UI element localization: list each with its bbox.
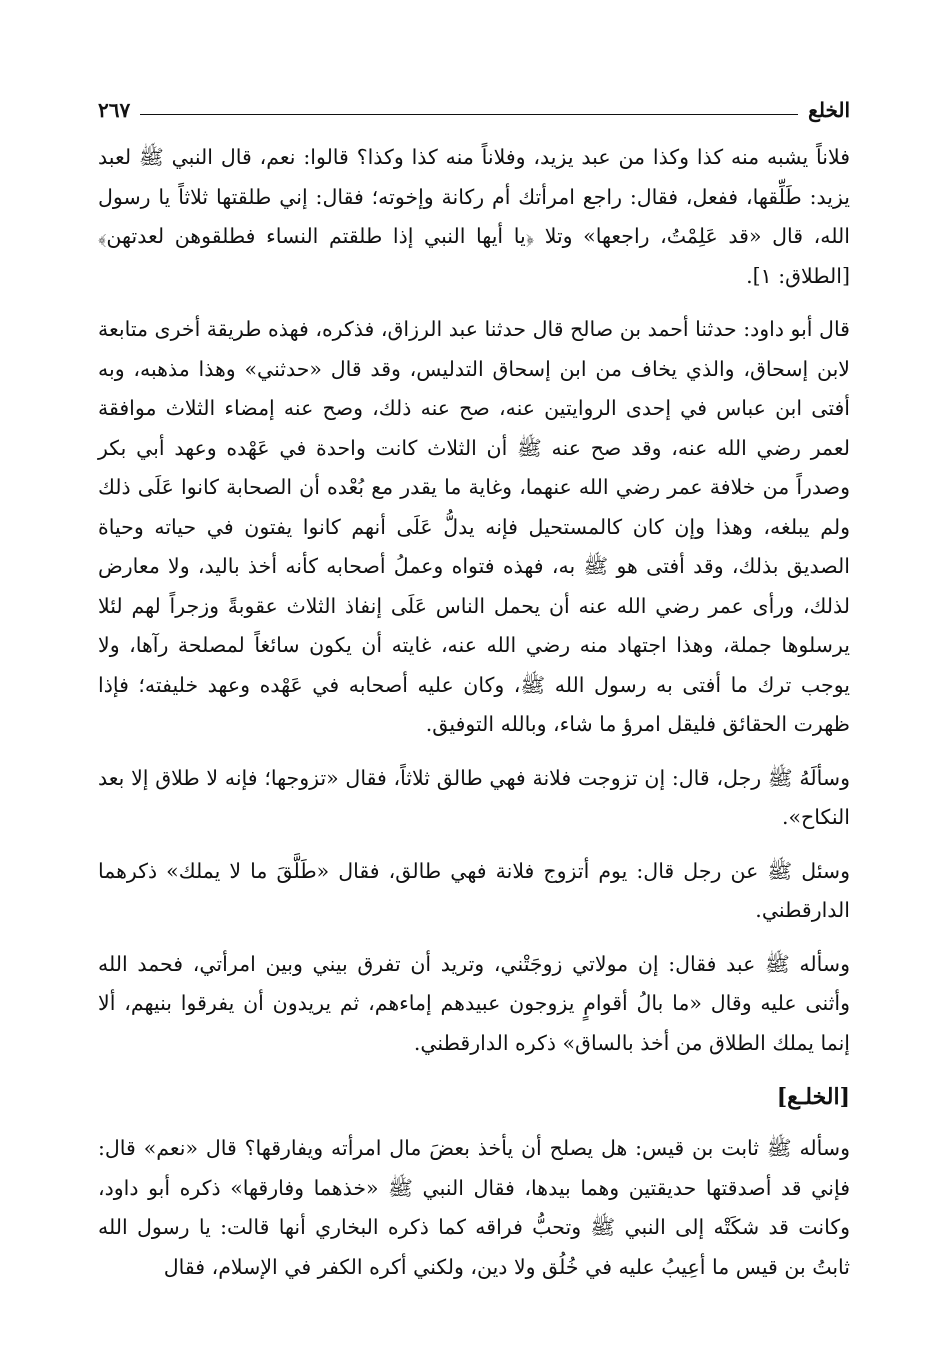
paragraph-5: وسأله ﷺ عبد فقال: إن مولاتي زوجَتْني، وتريد أن تفرق بيني وبين امرأتي، فحمد الله وأثنى عليه وقال «ما بالُ أقوامٍ يزوجون عبيدهم إماءهم، ثم يريدون أن يفرقوا بنيهم، ألا إنما يملك الطلاق من أخذ بالساق» ذكره الدارقطني. bbox=[98, 951, 850, 1055]
page-number: ٢٦٧ bbox=[98, 98, 131, 122]
paragraph-2: قال أبو داود: حدثنا أحمد بن صالح قال حدثنا عبد الرزاق، فذكره، فهذه طريقة أخرى متابعة لابن إسحاق، والذي يخاف من ابن إسحاق التدليس، وقد قال «حدثني» وهذا مذهبه، وبه أفتى ابن عباس في إحدى الروايتين عنه، صح عنه ذلك، وصح عنه إمضاء الثلاث موافقة لعمر رضي الله عنه، وقد صح عنه ﷺ أن الثلاث كانت واحدة في عَهْده وعهد أبي بكر وصدراً من خلافة عمر رضي الله عنهما، وغاية ما يقدر مع بُعْده أن الصحابة كانوا عَلَى ذلك ولم يبلغه، وهذا وإن كان كالمستحيل فإنه يدلُّ عَلَى أنهم كانوا يفتون في حياته وحياة الصديق بذلك، وقد أفتى هو ﷺ به، فهذه فتواه وعملُ أصحابه كأنه أخذ باليد، ولا معارض لذلك، ورأى عمر رضي الله عنه أن يحمل الناس عَلَى إنفاذ الثلاث عقوبةً وزجراً لهم لئلا يرسلوها جملة، وهذا اجتهاد منه رضي الله عنه، غايته أن يكون سائغاً لمصلحة رآها، ولا يوجب ترك ما أفتى به رسول الله ﷺ، وكان عليه أصحابه في عَهْده وعهد خليفته؛ فإذا ظهرت الحقائق فليقل امرؤ ما شاء، وبالله التوفيق. bbox=[98, 317, 850, 736]
book-page bbox=[98, 88, 850, 1301]
paragraph-3: وسألَهُ ﷺ رجل، قال: إن تزوجت فلانة فهي طالق ثلاثاً، فقال «تزوجها؛ فإنه لا طلاق إلا بعد النكاح». bbox=[98, 765, 850, 829]
chapter-title: الخلع bbox=[808, 98, 850, 122]
section-heading: [الخلـع] bbox=[776, 1084, 850, 1110]
header-rule bbox=[140, 114, 798, 115]
paragraph-1: فلاناً يشبه منه كذا وكذا من عبد يزيد، وفلاناً منه كذا وكذا؟ قالوا: نعم، قال النبي ﷺ لعبد يزيد: طَلِّقها، ففعل، فقال: راجع امرأتك أم ركانة وإخوته؛ فقال: إني طلقتها ثلاثاً يا رسول الله، قال «قد عَلِمْتُ، راجعها» وتلا ﴿يا أيها النبي إذا طلقتم النساء فطلقوهن لعدتهن﴾ [الطلاق: ١]. bbox=[98, 145, 850, 288]
paragraph-4: وسئل ﷺ عن رجل قال: يوم أتزوج فلانة فهي طالق، فقال «طَلَّقَ ما لا يملك» ذكرهما الدارقطني. bbox=[98, 858, 850, 922]
running-head bbox=[98, 88, 850, 132]
section-paragraph: وسأله ﷺ ثابت بن قيس: هل يصلح أن يأخذ بعضَ مال امرأته ويفارقها؟ قال «نعم» قال: فإني قد أصدقتها حديقتين وهما بيدها، فقال النبي ﷺ «خذهما وفارقها» ذكره أبو داود، وكانت قد شكَتْه إلى النبي ﷺ وتحبُّ فراقه كما ذكره البخاري أنها قالت: يا رسول الله ثابتُ بن قيس ما أعِيبُ عليه في خُلُق ولا دين، ولكني أكره الكفر في الإسلام، فقال bbox=[98, 1136, 850, 1279]
